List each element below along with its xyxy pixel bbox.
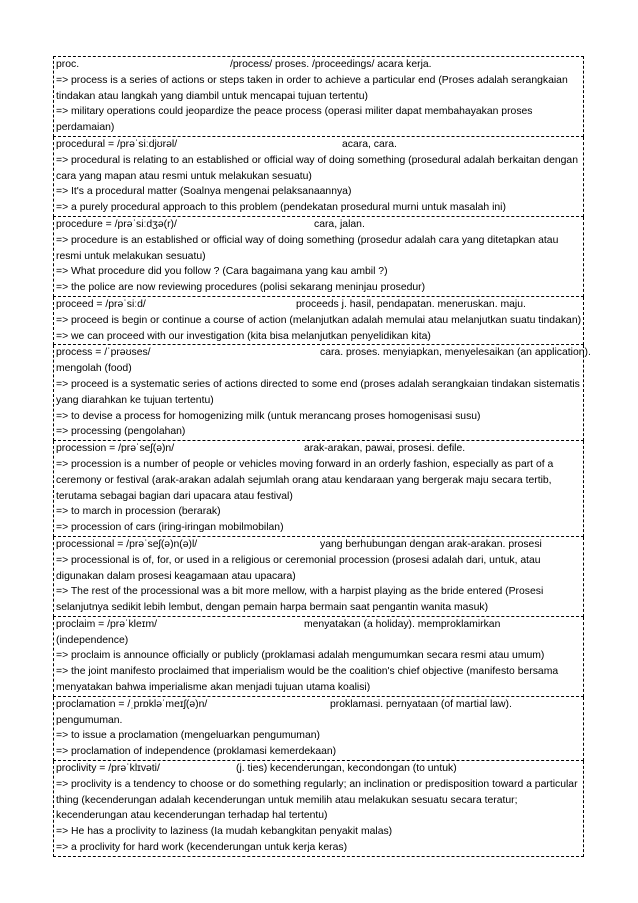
example-line: => proceed is begin or continue a course of action (melanjutkan adalah memulai atau melanjutkan suatu tindakan) [56, 314, 582, 326]
entry-proclaim [53, 617, 584, 697]
meaning: acara, cara. [342, 138, 397, 150]
headword: procedural = /prəˈsiːdjʊrəl/ [56, 138, 178, 150]
example-line: => military operations could jeopardize the peace process (operasi militer dapat membahayakan proses perdamaian) [56, 106, 533, 134]
headword: proclamation = /ˌprɒkləˈmeɪʃ(ə)n/ [56, 698, 208, 710]
headword: proceed = /prəˈsiːd/ [56, 298, 146, 310]
meaning: arak-arakan, pawai, prosesi. defile. [304, 443, 466, 455]
headword: process = /ˈprəʊses/ [56, 347, 151, 359]
example-line: => to march in procession (berarak) [56, 506, 221, 518]
entry-proclamation [53, 697, 584, 761]
meaning-continuation: pengumuman. [56, 714, 123, 726]
meaning: cara. proses. menyiapkan, menyelesaikan (an application). [320, 347, 591, 359]
entry-procession [53, 441, 584, 537]
example-line: => process is a series of actions or steps taken in order to achieve a particular end (Proses adalah serangkaian tindakan atau langkah yang diambil untuk mencapai tujuan tertentu) [56, 74, 568, 102]
example-line: => processing (pengolahan) [56, 426, 186, 438]
example-line: => to devise a process for homogenizing milk (untuk merancang proses homogenisasi susu) [56, 410, 481, 422]
example-line: => processional is of, for, or used in a religious or ceremonial procession (prosesi adalah dari, untuk, atau digunakan dalam prosesi keagamaan atau upacara) [56, 554, 541, 582]
headword: procedure = /prəˈsiːdʒə(r)/ [56, 218, 177, 230]
headword: proc. [56, 59, 80, 70]
entry-procedure [53, 217, 584, 297]
example-line: => proceed is a systematic series of actions directed to some end (proses adalah serangkaian tindakan sistematis yang diarahkan ke tujuan tertentu) [56, 378, 580, 406]
meaning: menyatakan (a holiday). memproklamirkan [304, 618, 501, 630]
example-line: => the police are now reviewing procedures (polisi sekarang meninjau prosedur) [56, 282, 426, 294]
headword: procession = /prəˈseʃ(ə)n/ [56, 443, 175, 455]
example-line: => a proclivity for hard work (kecenderungan untuk kerja keras) [56, 842, 348, 854]
headword: proclivity = /prəˈklɪvəti/ [56, 763, 160, 775]
example-line: => procession of cars (iring-iringan mobilmobilan) [56, 522, 284, 534]
entry-proceed [53, 297, 584, 345]
example-line: => It's a procedural matter (Soalnya mengenai pelaksanaannya) [56, 186, 352, 198]
entry-processional [53, 537, 584, 617]
headword: processional = /prəˈseʃ(ə)n(ə)l/ [56, 538, 198, 550]
example-line: => a purely procedural approach to this problem (pendekatan prosedural murni untuk masalah ini) [56, 202, 506, 214]
meaning: cara, jalan. [314, 218, 365, 230]
example-line: => The rest of the processional was a bit more mellow, with a harpist playing as the bride entered (Prosesi selanjutnya sedikit lebih lembut, dengan pemain harpa bermain saat pengantin wanita masuk) [56, 586, 544, 614]
entry-process [53, 345, 591, 441]
example-line: => procession is a number of people or vehicles moving forward in an orderly fashion, especially as part of a ceremony or festival (arak-arakan adalah sejumlah orang atau kendaraan yang bergerak maju secara tertib, terutama sebagai bagian dari upacara atau festival) [56, 458, 554, 502]
meaning-continuation: (independence) [56, 634, 129, 646]
example-line: => procedural is relating to an established or official way of doing something (prosedural adalah berkaitan dengan cara yang mapan atau resmi untuk melakukan sesuatu) [56, 154, 578, 182]
meaning: /process/ proses. /proceedings/ acara kerja. [230, 59, 432, 70]
example-line: => proclamation of independence (proklamasi kemerdekaan) [56, 746, 337, 758]
meaning: yang berhubungan dengan arak-arakan. prosesi [320, 538, 542, 550]
dictionary-document [53, 56, 591, 857]
meaning-continuation: mengolah (food) [56, 363, 132, 375]
meaning: (j. ties) kecenderungan, kecondongan (to untuk) [236, 763, 457, 775]
meaning: proklamasi. pernyataan (of martial law). [330, 698, 512, 710]
example-line: => proclivity is a tendency to choose or do something regularly; an inclination or predisposition toward a particular thing (kecenderungan adalah kecenderungan untuk memilih atau melakukan sesuatu secara teratur; kecenderungan atau kecenderungan terhadap hal tertentu) [56, 778, 578, 822]
entry-proc [53, 56, 584, 137]
example-line: => procedure is an established or official way of doing something (prosedur adalah cara yang ditetapkan atau resmi untuk melakukan sesuatu) [56, 234, 559, 262]
meaning: proceeds j. hasil, pendapatan. meneruskan. maju. [296, 298, 526, 310]
example-line: => proclaim is announce officially or publicly (proklamasi adalah mengumumkan secara resmi atau umum) [56, 650, 545, 662]
example-line: => the joint manifesto proclaimed that imperialism would be the coalition's chief objective (manifesto bersama menyatakan bahwa imperialisme akan menjadi tujuan utama koalisi) [56, 666, 559, 694]
entry-proclivity [53, 761, 584, 857]
headword: proclaim = /prəˈkleɪm/ [56, 618, 157, 630]
example-line: => He has a proclivity to laziness (Ia mudah kebangkitan penyakit malas) [56, 826, 393, 838]
example-line: => What procedure did you follow ? (Cara bagaimana yang kau ambil ?) [56, 266, 388, 278]
example-line: => to issue a proclamation (mengeluarkan pengumuman) [56, 730, 320, 742]
example-line: => we can proceed with our investigation (kita bisa melanjutkan penyelidikan kita) [56, 330, 431, 342]
entry-procedural [53, 137, 584, 217]
